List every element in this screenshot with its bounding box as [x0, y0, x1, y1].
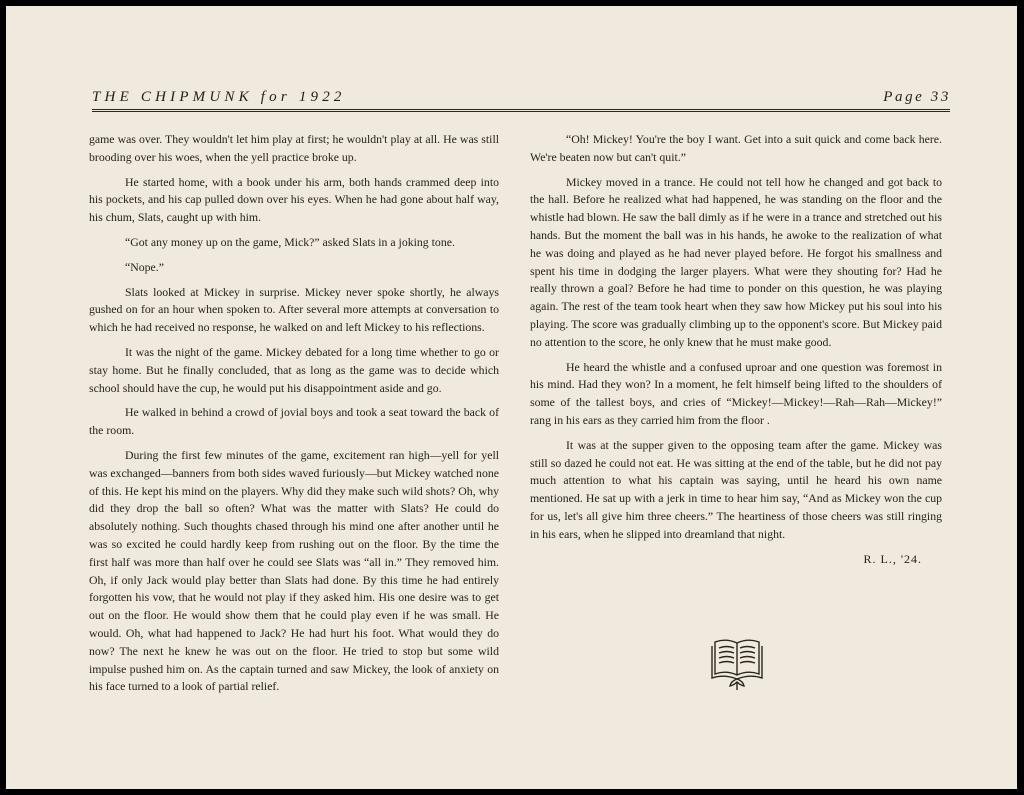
paragraph: He heard the whistle and a confused uproar and one question was foremost in his mind. Had they won? In a moment, he felt himself being lifted to the shoulders of some of the tallest boys, and cries of “Mickey!—Mickey!—Rah—Rah—Mickey!” rang in his ears as they carried him from the floor . [530, 359, 942, 427]
paragraph: game was over. They wouldn't let him play at first; he wouldn't play at all. He was still brooding over his woes, when the yell practice broke up. [89, 132, 499, 164]
running-title: THE CHIPMUNK for 1922 [92, 89, 346, 105]
header-rule [92, 109, 950, 110]
paragraph: “Nope.” [125, 259, 164, 274]
right-column [530, 131, 942, 568]
paragraph: During the first few minutes of the game, excitement ran high—yell for yell was exchanged—banners from both sides waved furiously—but Mickey watched none of this. He kept his mind on the players. Why did they make such wild shots? Oh, why did they drop the ball so often? What was the matter with Slats? He could do absolutely nothing. Such thoughts chased through his mind one after another until he was so excited he could hardly keep from rushing out on the floor. By the time the first half was more than half over he could see Slats was “all in.” They removed him. Oh, if only Jack would play better than Slats had done. By this time he had entirely forgotten his vow, that he would not play if they asked him. His one desire was to get out on the floor. He would show them that he could play even if he was small. He would. Oh, what had happened to Jack? He had hurt his foot. What would they do now? The next he knew he was out on the floor. He tried to stop but some wild impulse pushed him on. As the captain turned and saw Mickey, the look of anxiety on his face turned to a look of partial relief. [89, 447, 499, 694]
paragraph: He walked in behind a crowd of jovial boys and took a seat toward the back of the room. [89, 405, 499, 438]
author-signature: R. L., '24. [863, 551, 922, 566]
yearbook-page [6, 6, 1017, 789]
paragraph: “Got any money up on the game, Mick?” asked Slats in a joking tone. [125, 234, 455, 249]
header-rule-double [92, 111, 950, 112]
page-number: Page 33 [883, 89, 951, 105]
paragraph: Slats looked at Mickey in surprise. Mickey never spoke shortly, he always gushed on for an hour when spoken to. After several more attempts at conversation to which he had received no response, he walked on and left Mickey to his reflections. [89, 284, 499, 335]
paragraph: It was at the supper given to the opposing team after the game. Mickey was still so dazed he could not eat. He was sitting at the end of the table, but he did not pay much attention to what his captain was saying, until he heard his own name mentioned. He sat up with a jerk in time to hear him say, “And as Mickey won the cup for us, let's all give him three cheers.” The heartiness of those cheers was still ringing in his ears, when he slipped into dreamland that night. [530, 437, 942, 541]
paragraph: It was the night of the game. Mickey debated for a long time whether to go or stay home. But he finally concluded, that as long as the game was to decide which school should have the cup, he would put his disappointment aside and go. [89, 344, 499, 395]
paragraph: Mickey moved in a trance. He could not tell how he changed and got back to the hall. Before he realized what had happened, he was standing on the floor and the whistle had blown. He saw the ball dimly as if he were in a trance and stretched out his hands. But the moment the ball was in his hands, he awoke to the realization of what he was doing and played as he had never played before. He forgot his smallness and spent his time in dodging the larger players. What were they shouting for? Had he really thrown a goal? Before he had time to ponder on this question, he was playing again. The rest of the team took heart when they saw how Mickey put his soul into his playing. The score was gradually climbing up to the opponent's score. But Mickey paid no attention to the score, he only knew that he must make good. [530, 174, 942, 349]
left-column [89, 131, 499, 703]
paragraph: He started home, with a book under his arm, both hands crammed deep into his pockets, and his cap pulled down over his eyes. When he had gone about half way, his chum, Slats, caught up with him. [89, 174, 499, 225]
paragraph: “Oh! Mickey! You're the boy I want. Get into a suit quick and come back here. We're beaten now but can't quit.” [530, 132, 942, 164]
open-book-icon [710, 634, 764, 692]
